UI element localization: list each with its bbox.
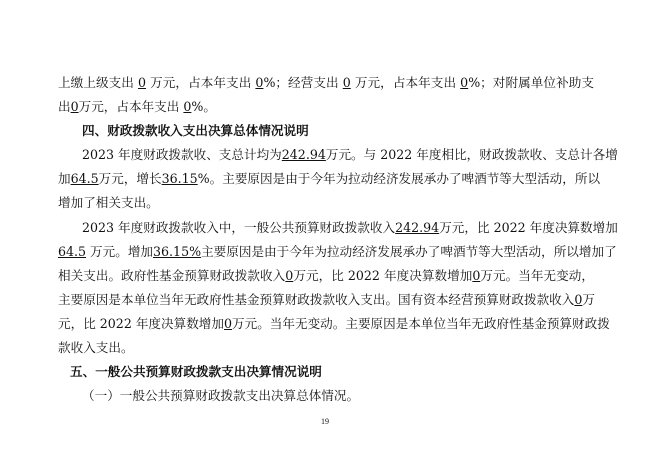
body-text-line: 2023 年度财政拨款收入中，一般公共预算财政拨款收入242.94万元，比 2022 年度决算数增加 (82, 220, 618, 235)
subsection-heading: （一）一般公共预算财政拨款支出决算总体情况。 (82, 388, 360, 403)
section-heading-4: 四、财政拨款收入支出决算总体情况说明 (82, 123, 309, 138)
body-text-line: 元，比 2022 年度决算数增加0万元。当年无变动。主要原因是本单位当年无政府性基金预算财政拨 (58, 316, 610, 331)
body-text-line: 款收入支出。 (58, 340, 134, 355)
body-text-line: 主要原因是本单位当年无政府性基金预算财政拨款收入支出。国有资本经营预算财政拨款收入0万 (58, 292, 595, 307)
body-text-line: 加64.5万元，增长36.15%。主要原因是由于今年为拉动经济发展承办了啤酒节等大型活动，所以 (58, 171, 601, 186)
body-text-line: 增加了相关支出。 (58, 195, 159, 210)
body-text-line: 相关支出。政府性基金预算财政拨款收入0万元，比 2022 年度决算数增加0万元。当年无变动， (58, 268, 594, 283)
body-text-line: 64.5 万元。增加36.15%主要原因是由于今年为拉动经济发展承办了啤酒节等大型活动，所以增加了 (58, 244, 617, 259)
body-text-line: 出0万元，占本年支出 0%。 (58, 99, 216, 114)
page-number: 19 (321, 417, 329, 426)
body-text-line: 上缴上级支出 0 万元，占本年支出 0%；经营支出 0 万元，占本年支出 0%；对附属单位补助支 (58, 75, 594, 90)
section-heading-5: 五、一般公共预算财政拨款支出决算情况说明 (70, 364, 322, 379)
body-text-line: 2023 年度财政拨款收、支总计均为242.94万元。与 2022 年度相比，财政拨款收、支总计各增 (82, 147, 618, 162)
